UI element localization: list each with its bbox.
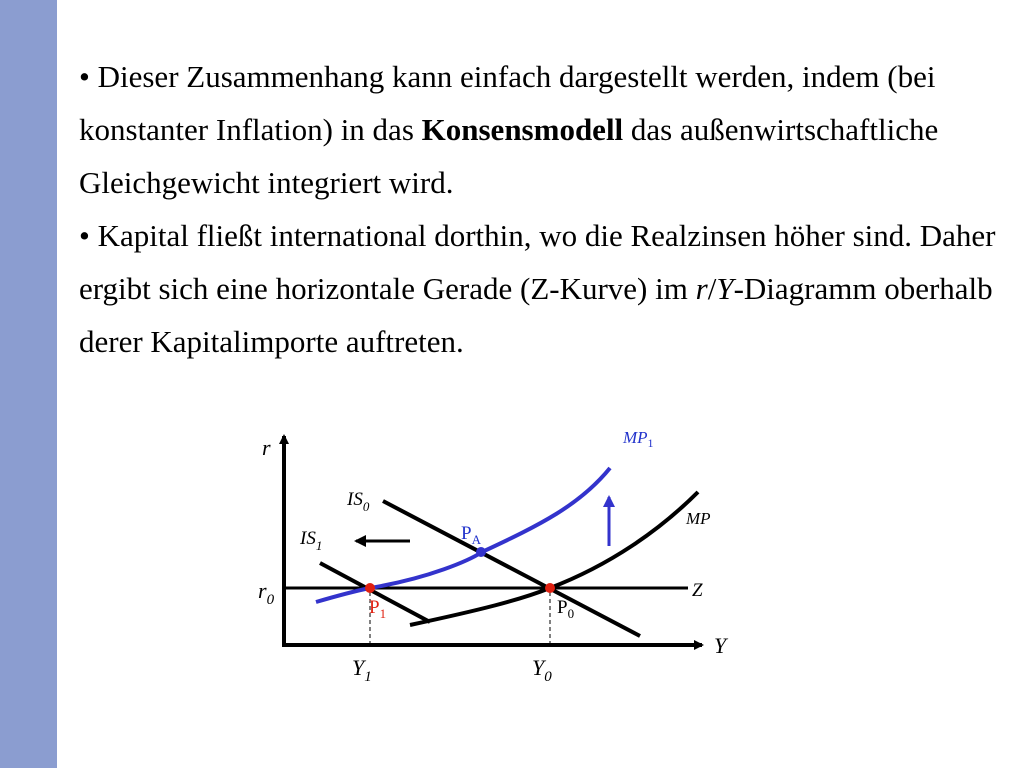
r0-label-main: r	[258, 578, 267, 603]
bullet-2-italic-r: r	[695, 271, 708, 306]
bullet-1-text-end: das außenwirtschaftliche Gleichgewicht integriert wird.	[79, 112, 939, 200]
p1-label-sub: 1	[379, 606, 387, 621]
pa-label-main: P	[461, 523, 472, 544]
z-label: Z	[692, 580, 703, 601]
p0-label-main: P	[557, 597, 568, 618]
mp1-label	[622, 428, 654, 450]
r-axis-label: r	[262, 435, 271, 460]
is1-label-sub: 1	[315, 538, 323, 553]
y1-label-sub: 1	[364, 669, 372, 685]
mp-curve	[410, 492, 698, 625]
pa-label-sub: A	[471, 532, 481, 547]
pa-label	[461, 523, 482, 547]
bullet-symbol: •	[79, 218, 90, 253]
is1-label-main: IS	[300, 528, 316, 549]
is0-label-sub: 0	[362, 499, 370, 514]
bullet-2-italic-y: Y	[716, 271, 734, 306]
y1-label	[352, 655, 372, 685]
y1-label-main: Y	[352, 655, 365, 680]
bullet-1-text-start: Dieser Zusammenhang kann einfach dargestellt werden, indem (bei konstanter Inflation) in das	[79, 59, 936, 147]
point-p1	[365, 583, 375, 593]
r0-label	[258, 578, 275, 608]
bullet-2-text-start: Kapital fließt international dorthin, wo die Realzinsen höher sind. Daher ergibt sich eine horizontale Gerade (Z-Kurve) im	[79, 218, 996, 306]
point-p0	[545, 583, 555, 593]
is0-label-main: IS	[347, 489, 363, 510]
bullet-2-text-end: -Diagramm oberhalb derer Kapitalimporte auftreten.	[79, 271, 993, 359]
bullet-1-bold-term: Konsensmodell	[421, 112, 624, 147]
p0-label-sub: 0	[567, 606, 575, 621]
r0-label-sub: 0	[266, 592, 275, 608]
y0-label-sub: 0	[544, 669, 552, 685]
y-axis-label: Y	[714, 633, 727, 658]
is1-label	[299, 528, 322, 553]
is0-label	[346, 489, 370, 514]
mp1-label-sub: 1	[647, 436, 654, 450]
point-pa	[476, 547, 486, 557]
p1-label	[369, 597, 386, 621]
y0-label-main: Y	[532, 655, 545, 680]
mp-label: MP	[686, 509, 711, 528]
p1-label-main: P	[369, 597, 380, 618]
bullet-symbol: •	[79, 59, 90, 94]
mp1-label-main: MP	[623, 428, 648, 447]
bullet-2-slash: /	[707, 271, 717, 306]
y0-label	[532, 655, 552, 685]
